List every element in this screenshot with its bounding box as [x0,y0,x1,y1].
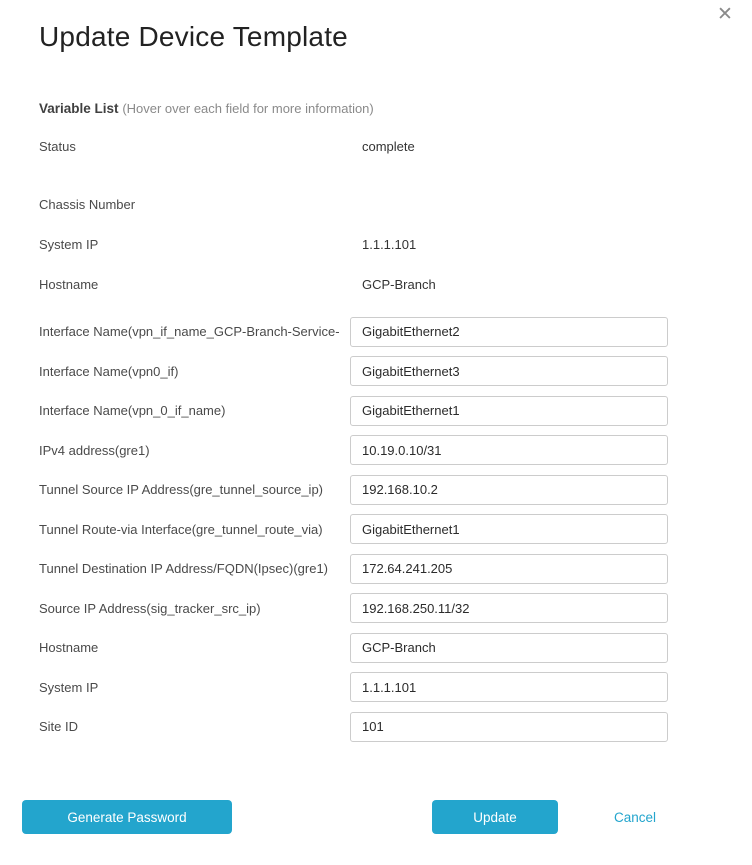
cancel-button[interactable]: Cancel [614,809,657,825]
static-field-row [39,232,713,256]
field-label: Status [39,138,76,154]
variable-list-note: (Hover over each field for more information) [122,101,374,116]
field-value: complete [362,138,415,154]
field-value: GCP-Branch [362,276,436,292]
field-input[interactable] [350,554,668,584]
static-field-list [39,134,713,296]
field-label: Source IP Address(sig_tracker_src_ip) [39,600,261,616]
editable-field-row [39,668,713,708]
field-label: Tunnel Source IP Address(gre_tunnel_source_ip) [39,482,324,498]
editable-field-row [39,549,713,589]
editable-field-row [39,470,713,510]
variable-list-heading [39,100,713,118]
field-input[interactable] [350,396,668,426]
editable-field-row [39,589,713,629]
update-button[interactable]: Update [432,800,558,834]
editable-field-row [39,707,713,747]
field-label: Tunnel Route-via Interface(gre_tunnel_route_via) [39,521,323,537]
editable-field-row [39,510,713,550]
static-field-row [39,192,713,216]
field-input[interactable] [350,317,668,347]
field-input[interactable] [350,593,668,623]
field-label: Hostname [39,276,99,292]
field-label: Hostname [39,640,99,656]
field-input[interactable] [350,633,668,663]
field-input[interactable] [350,475,668,505]
generate-password-button[interactable]: Generate Password [22,800,232,834]
editable-field-list [39,312,713,747]
field-label: Tunnel Destination IP Address/FQDN(Ipsec)(gre1) [39,561,329,577]
field-value: 1.1.1.101 [362,236,417,252]
field-label: Site ID [39,719,79,735]
editable-field-row [39,352,713,392]
static-field-row [39,272,713,296]
field-label: IPv4 address(gre1) [39,442,150,458]
field-label: Interface Name(vpn_if_name_GCP-Branch-Service- [39,324,340,340]
field-label: System IP [39,236,99,252]
variable-list-title: Variable List [39,101,119,116]
editable-field-row [39,391,713,431]
field-input[interactable] [350,514,668,544]
field-label: System IP [39,679,99,695]
field-input[interactable] [350,672,668,702]
field-input[interactable] [350,712,668,742]
field-input[interactable] [350,435,668,465]
dialog-footer [0,800,752,834]
field-label: Interface Name(vpn_0_if_name) [39,403,226,419]
close-icon[interactable]: ✕ [717,4,733,25]
editable-field-row [39,431,713,471]
editable-field-row [39,312,713,352]
editable-field-row [39,628,713,668]
field-label: Interface Name(vpn0_if) [39,363,179,379]
static-field-row [39,134,713,158]
dialog-content [39,100,713,747]
field-label: Chassis Number [39,196,136,212]
dialog-title: Update Device Template [39,21,348,52]
field-input[interactable] [350,356,668,386]
